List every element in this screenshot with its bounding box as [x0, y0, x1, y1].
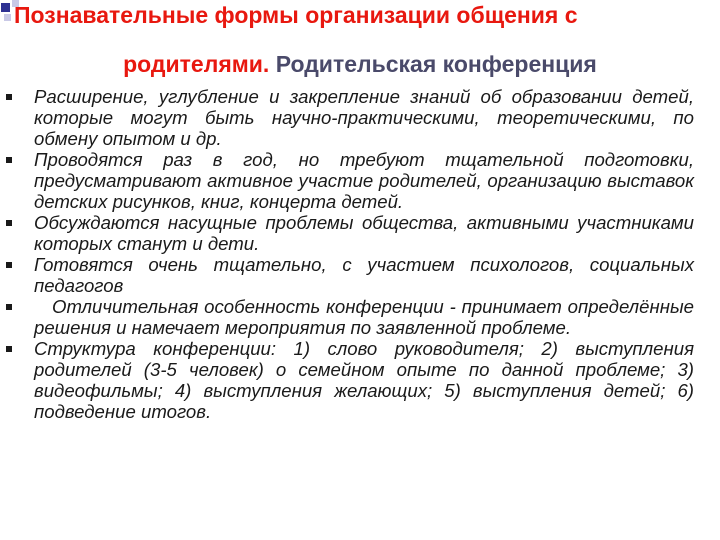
bullet-text: Обсуждаются насущные проблемы общества, активными участниками которых станут и дети. [34, 212, 694, 254]
square-bullet-icon [6, 346, 12, 352]
bullet-item [34, 149, 694, 212]
decorative-square-lavender [4, 14, 11, 21]
bullet-text: Расширение, углубление и закрепление знаний об образовании детей, которые могут быть научно-практическими, теоретическими, по обмену опытом и др. [34, 86, 694, 149]
slide-title: Познавательные формы организации общения с [14, 2, 578, 28]
bullet-text: Структура конференции: 1) слово руководителя; 2) выступления родителей (3-5 человек) о семейном опыте по данной проблеме; 3) видеофильмы; 4) выступления желающих; 5) выступления детей; 6) подведение итогов. [34, 338, 694, 422]
square-bullet-icon [6, 262, 12, 268]
square-bullet-icon [6, 220, 12, 226]
decorative-square-blue [1, 3, 10, 12]
subtitle-dark-part: Родительская конференция [275, 51, 597, 77]
subtitle-red-part: родителями. [123, 51, 270, 77]
bullet-item [34, 296, 694, 338]
bullet-item [34, 212, 694, 254]
bullet-item [34, 86, 694, 149]
bullet-text: Готовятся очень тщательно, с участием психологов, социальных педагогов [34, 254, 694, 296]
square-bullet-icon [6, 94, 12, 100]
square-bullet-icon [6, 304, 12, 310]
bullet-text: Проводятся раз в год, но требуют тщательной подготовки, предусматривают активное участие родителей, организацию выставок детских рисунков, книг, концерта детей. [34, 149, 694, 212]
slide-subtitle [0, 49, 720, 79]
bullet-list [0, 86, 720, 422]
bullet-text: Отличительная особенность конференции - принимает определённые решения и намечает мероприятия по заявленной проблеме. [34, 296, 694, 338]
bullet-item [34, 338, 694, 422]
square-bullet-icon [6, 157, 12, 163]
bullet-item [34, 254, 694, 296]
